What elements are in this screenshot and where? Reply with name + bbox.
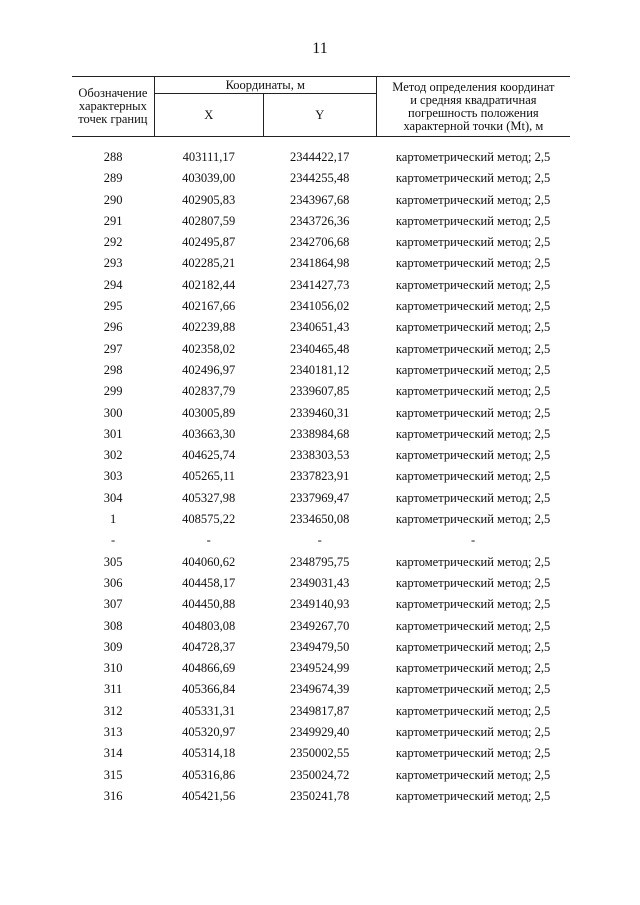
header-x: X — [154, 94, 263, 137]
point-cell: 308 — [103, 618, 123, 633]
y-cell: 2341864,98 — [290, 256, 350, 271]
table-row — [72, 232, 570, 253]
method-cell: картометрический метод; 2,5 — [395, 788, 551, 803]
x-cell: 404866,69 — [182, 661, 236, 676]
x-cell: 405331,31 — [182, 703, 236, 718]
point-cell: 309 — [103, 639, 123, 654]
table-row — [72, 211, 570, 232]
table-row — [72, 339, 570, 360]
point-cell: 296 — [103, 320, 123, 335]
method-cell: картометрический метод; 2,5 — [395, 256, 551, 271]
header-method — [376, 77, 570, 137]
table-row — [72, 381, 570, 402]
x-cell: 402358,02 — [182, 341, 236, 356]
header-point-designation — [72, 77, 154, 137]
table-row — [72, 466, 570, 487]
y-cell: 2349031,43 — [290, 575, 350, 590]
table-header — [72, 77, 570, 137]
method-cell: картометрический метод; 2,5 — [395, 448, 551, 463]
y-cell: 2337969,47 — [290, 490, 350, 505]
method-cell: картометрический метод; 2,5 — [395, 469, 551, 484]
point-cell: 305 — [103, 554, 123, 569]
point-cell: 291 — [103, 213, 123, 228]
y-cell: 2340651,43 — [290, 320, 350, 335]
method-cell: картометрический метод; 2,5 — [395, 554, 551, 569]
y-cell: 2349524,99 — [290, 661, 350, 676]
method-cell: картометрический метод; 2,5 — [395, 618, 551, 633]
y-cell: 2343726,36 — [290, 213, 350, 228]
table-row — [72, 573, 570, 594]
x-cell: 405327,98 — [182, 490, 236, 505]
method-cell: картометрический метод; 2,5 — [395, 213, 551, 228]
table-row — [72, 679, 570, 700]
x-cell: 402182,44 — [182, 277, 236, 292]
point-cell: 313 — [103, 725, 123, 740]
y-cell: 2339460,31 — [290, 405, 350, 420]
point-cell: 314 — [103, 746, 123, 761]
x-cell: 404450,88 — [182, 597, 236, 612]
x-cell: 402239,88 — [182, 320, 236, 335]
method-cell: картометрический метод; 2,5 — [395, 299, 551, 314]
y-cell: 2341056,02 — [290, 299, 350, 314]
table-row — [72, 552, 570, 573]
method-cell: картометрический метод; 2,5 — [395, 746, 551, 761]
header-method-line: характерной точки (Mt), м — [403, 118, 544, 133]
x-cell: 402167,66 — [182, 299, 236, 314]
table-row — [72, 360, 570, 381]
y-cell: 2349140,93 — [290, 597, 350, 612]
x-cell: 405316,86 — [182, 767, 236, 782]
method-cell: картометрический метод; 2,5 — [395, 575, 551, 590]
y-cell: 2339607,85 — [290, 384, 350, 399]
point-cell: 311 — [103, 682, 123, 697]
method-cell: картометрический метод; 2,5 — [395, 490, 551, 505]
y-cell: - — [317, 533, 322, 548]
x-cell: 404060,62 — [182, 554, 236, 569]
point-cell: 1 — [110, 512, 117, 527]
method-cell: картометрический метод; 2,5 — [395, 150, 551, 164]
y-cell: 2340181,12 — [290, 362, 350, 377]
table-row — [72, 722, 570, 743]
x-cell: 402496,97 — [182, 362, 236, 377]
table-row — [72, 765, 570, 786]
x-cell: 402495,87 — [182, 235, 236, 250]
method-cell: картометрический метод; 2,5 — [395, 767, 551, 782]
point-cell: 316 — [103, 788, 123, 803]
y-cell: 2337823,91 — [290, 469, 350, 484]
header-point-line: характерных — [78, 99, 147, 113]
x-cell: 405314,18 — [182, 746, 236, 761]
table-row — [72, 147, 570, 168]
header-method-line: Метод определения координат — [392, 79, 555, 94]
header-method-line: погрешность положения — [408, 105, 539, 120]
table-row — [72, 530, 570, 551]
table-row — [72, 509, 570, 530]
method-cell: картометрический метод; 2,5 — [395, 362, 551, 377]
x-cell: 405265,11 — [182, 469, 236, 484]
x-cell: 403663,30 — [182, 426, 236, 441]
point-cell: 303 — [103, 469, 123, 484]
y-cell: 2343967,68 — [290, 192, 350, 207]
method-cell: картометрический метод; 2,5 — [395, 384, 551, 399]
point-cell: 312 — [103, 703, 123, 718]
method-cell: картометрический метод; 2,5 — [395, 703, 551, 718]
point-cell: 298 — [103, 362, 123, 377]
method-cell: картометрический метод; 2,5 — [395, 235, 551, 250]
x-cell: 402807,59 — [182, 213, 236, 228]
point-cell: 301 — [103, 426, 123, 441]
table-row — [72, 786, 570, 807]
table-row — [72, 190, 570, 211]
method-cell: картометрический метод; 2,5 — [395, 512, 551, 527]
point-cell: 297 — [103, 341, 123, 356]
method-cell: картометрический метод; 2,5 — [395, 192, 551, 207]
point-cell: 306 — [103, 575, 123, 590]
method-cell: картометрический метод; 2,5 — [395, 597, 551, 612]
method-cell: картометрический метод; 2,5 — [395, 639, 551, 654]
y-cell: 2350002,55 — [290, 746, 350, 761]
method-cell: картометрический метод; 2,5 — [395, 341, 551, 356]
point-cell: 293 — [103, 256, 123, 271]
point-cell: 290 — [103, 192, 123, 207]
method-cell: картометрический метод; 2,5 — [395, 661, 551, 676]
point-cell: 310 — [103, 661, 123, 676]
method-cell: картометрический метод; 2,5 — [395, 405, 551, 420]
method-cell: картометрический метод; 2,5 — [395, 320, 551, 335]
table-row — [72, 637, 570, 658]
table-row — [72, 317, 570, 338]
header-method-line: и средняя квадратичная — [410, 92, 537, 107]
x-cell: 404728,37 — [182, 639, 236, 654]
table-row — [72, 296, 570, 317]
y-cell: 2338303,53 — [290, 448, 350, 463]
table-row — [72, 743, 570, 764]
point-cell: 300 — [103, 405, 123, 420]
point-cell: 315 — [103, 767, 123, 782]
x-cell: 404625,74 — [182, 448, 236, 463]
point-cell: 295 — [103, 299, 123, 314]
x-cell: 405320,97 — [182, 725, 236, 740]
x-cell: 403039,00 — [182, 171, 236, 186]
table-row — [72, 594, 570, 615]
method-cell: картометрический метод; 2,5 — [395, 277, 551, 292]
point-cell: 292 — [103, 235, 123, 250]
y-cell: 2349929,40 — [290, 725, 350, 740]
header-coordinates: Координаты, м — [154, 77, 376, 94]
coordinates-table — [72, 76, 570, 807]
y-cell: 2350241,78 — [290, 788, 350, 803]
x-cell: 403111,17 — [182, 150, 235, 164]
y-cell: 2349267,70 — [290, 618, 350, 633]
x-cell: 403005,89 — [182, 405, 236, 420]
y-cell: 2344422,17 — [290, 150, 350, 164]
table-spacer — [72, 137, 570, 148]
y-cell: 2349817,87 — [290, 703, 350, 718]
y-cell: 2349479,50 — [290, 639, 350, 654]
x-cell: 404803,08 — [182, 618, 236, 633]
x-cell: 404458,17 — [182, 575, 236, 590]
y-cell: 2344255,48 — [290, 171, 350, 186]
y-cell: 2350024,72 — [290, 767, 350, 782]
method-cell: - — [471, 533, 476, 548]
y-cell: 2338984,68 — [290, 426, 350, 441]
table-row — [72, 168, 570, 189]
point-cell: 288 — [103, 150, 123, 164]
y-cell: 2334650,08 — [290, 512, 350, 527]
point-cell: 294 — [103, 277, 123, 292]
x-cell: 408575,22 — [182, 512, 236, 527]
method-cell: картометрический метод; 2,5 — [395, 171, 551, 186]
point-cell: 299 — [103, 384, 123, 399]
page-number: 11 — [312, 40, 328, 57]
header-point-line: Обозначение — [78, 86, 148, 100]
table-row — [72, 445, 570, 466]
x-cell: 405421,56 — [182, 788, 236, 803]
table-row — [72, 403, 570, 424]
table-row — [72, 424, 570, 445]
point-cell: 289 — [103, 171, 123, 186]
header-point-line: точек границ — [78, 112, 148, 126]
point-cell: - — [111, 533, 116, 548]
method-cell: картометрический метод; 2,5 — [395, 682, 551, 697]
table-body — [72, 137, 570, 808]
table-row — [72, 488, 570, 509]
y-cell: 2342706,68 — [290, 235, 350, 250]
x-cell: - — [206, 533, 211, 548]
table-row — [72, 658, 570, 679]
y-cell: 2349674,39 — [290, 682, 350, 697]
point-cell: 302 — [103, 448, 123, 463]
y-cell: 2348795,75 — [290, 554, 350, 569]
x-cell: 402905,83 — [182, 192, 236, 207]
y-cell: 2341427,73 — [290, 277, 350, 292]
point-cell: 304 — [103, 490, 123, 505]
table-row — [72, 616, 570, 637]
table-row — [72, 253, 570, 274]
point-cell: 307 — [103, 597, 123, 612]
y-cell: 2340465,48 — [290, 341, 350, 356]
method-cell: картометрический метод; 2,5 — [395, 426, 551, 441]
header-y: Y — [263, 94, 376, 137]
x-cell: 402837,79 — [182, 384, 236, 399]
x-cell: 405366,84 — [182, 682, 236, 697]
table-row — [72, 275, 570, 296]
method-cell: картометрический метод; 2,5 — [395, 725, 551, 740]
x-cell: 402285,21 — [182, 256, 236, 271]
table-row — [72, 701, 570, 722]
